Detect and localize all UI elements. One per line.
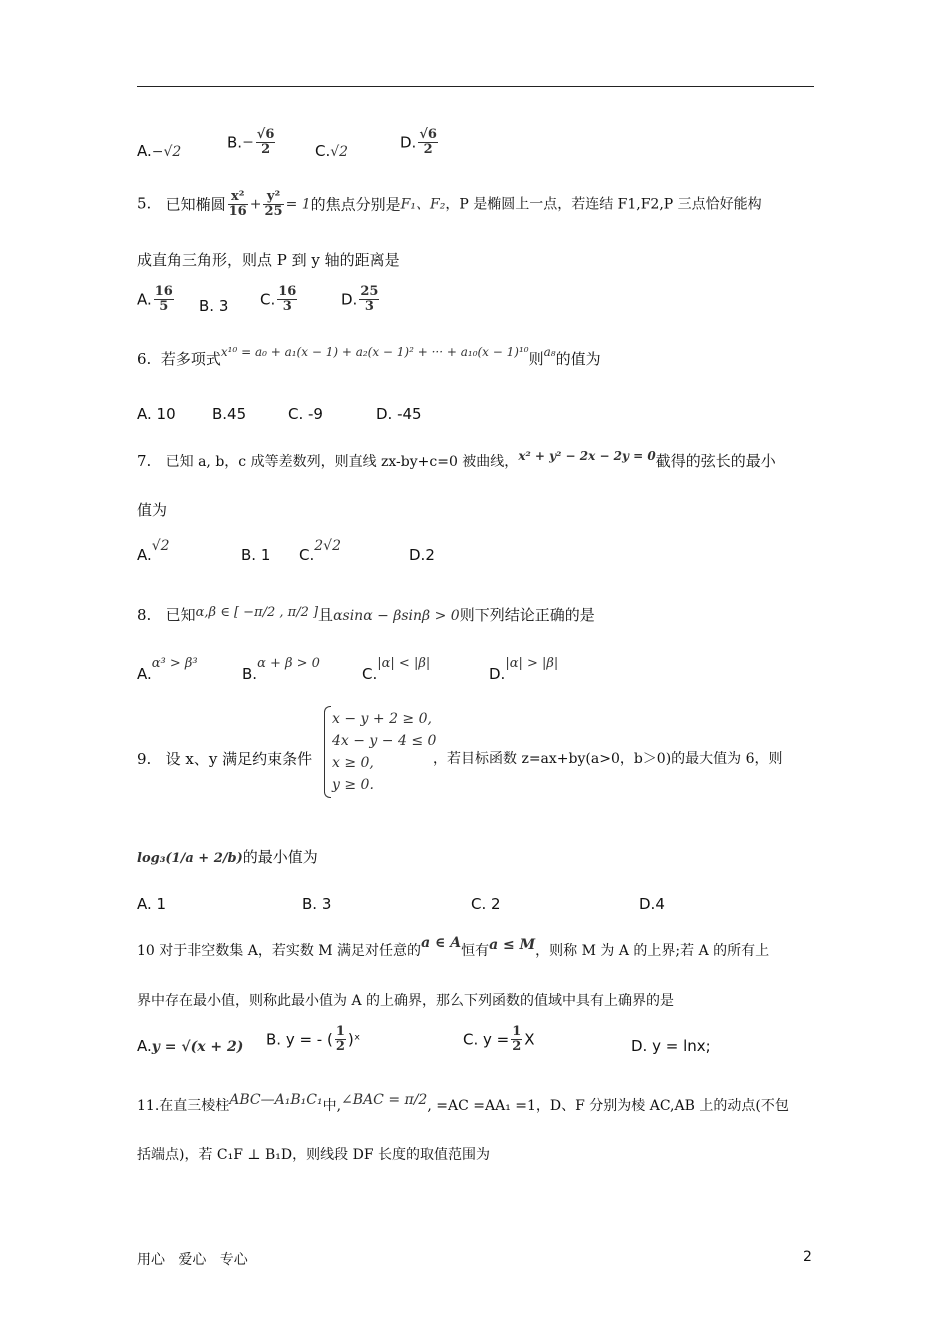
q9-option-b: B. 3 xyxy=(302,895,332,913)
q5-line2: 成直角三角形，则点 P 到 y 轴的距离是 xyxy=(137,251,400,269)
option-math: α³ > β³ xyxy=(151,656,198,671)
q10-option-c xyxy=(463,1025,535,1054)
option-math: −√2 xyxy=(151,144,182,160)
q6-line1 xyxy=(137,345,601,369)
q8-option-a xyxy=(137,656,198,685)
numerator: y² xyxy=(263,190,283,205)
q8-option-b xyxy=(242,656,320,685)
q9-option-d: D.4 xyxy=(639,895,665,913)
q6-option-c: C. -9 xyxy=(288,405,323,423)
q7-option-b: B. 1 xyxy=(241,546,271,564)
option-label: C. xyxy=(362,665,378,683)
option-label: A. xyxy=(137,142,152,160)
math-operator: + xyxy=(249,196,262,213)
q10-line2: 界中存在最小值，则称此最小值为 A 的上确界，那么下列函数的值域中具有上确界的是 xyxy=(137,993,675,1009)
option-math: y = √(x + 2) xyxy=(151,1039,244,1055)
option-math: √2 xyxy=(151,538,170,554)
q4-option-c xyxy=(315,142,348,161)
option-label: D. xyxy=(341,290,358,309)
question-text: 已知 xyxy=(165,606,196,624)
question-number: 6. xyxy=(137,350,152,368)
q7-option-a xyxy=(137,538,170,565)
header-rule xyxy=(137,86,814,87)
q10-option-d: D. y = lnx; xyxy=(631,1037,711,1055)
option-label: B. xyxy=(242,665,258,683)
q8-option-d xyxy=(489,656,559,685)
option-label: A. xyxy=(137,546,152,564)
denominator: 3 xyxy=(364,299,374,314)
question-text: 10 对于非空数集 A，若实数 M 满足对任意的 xyxy=(137,943,422,959)
option-label: D. xyxy=(400,133,417,152)
denominator: 2 xyxy=(423,142,433,157)
option-suffix: X xyxy=(524,1030,535,1049)
numerator: 1 xyxy=(335,1024,345,1039)
q11-line1 xyxy=(137,1092,789,1115)
page-number: 2 xyxy=(803,1249,812,1265)
polynomial-formula: x¹⁰ = a₀ + a₁(x − 1) + a₂(x − 1)² + ··· + a₁₀(x − 1)¹⁰ xyxy=(220,345,529,359)
math-a-le-M: a ≤ M xyxy=(489,937,536,953)
option-label: C. xyxy=(299,546,315,564)
question-text: , =AC =AA₁ =1，D、F 分别为棱 AC,AB 上的动点(不包 xyxy=(427,1098,789,1114)
q10-option-b xyxy=(266,1025,360,1054)
q10-option-a xyxy=(137,1037,243,1056)
q4-option-d xyxy=(400,128,440,157)
option-label: D. xyxy=(489,665,506,683)
a8-math: a₈ xyxy=(543,345,556,359)
question-number: 8. xyxy=(137,606,152,624)
denominator: 25 xyxy=(264,204,283,219)
question-text: 恒有 xyxy=(461,943,490,959)
option-math: α + β > 0 xyxy=(257,656,320,671)
q5-option-a xyxy=(137,285,176,314)
q6-option-a: A. 10 xyxy=(137,405,176,423)
denominator: 2 xyxy=(335,1039,345,1054)
option-math: 2√2 xyxy=(314,538,341,554)
option-label: B. y = - ( xyxy=(266,1030,333,1049)
option-fraction xyxy=(277,285,297,314)
q5-option-c xyxy=(260,285,299,314)
question-text: 中, xyxy=(322,1098,342,1114)
q5-option-d xyxy=(341,285,381,314)
denominator: 2 xyxy=(512,1039,522,1054)
question-text: 截得的弦长的最小 xyxy=(655,452,776,470)
q9-option-a: A. 1 xyxy=(137,895,167,913)
denominator: 2 xyxy=(261,142,271,157)
q7-option-d: D.2 xyxy=(409,546,435,564)
q4-option-b xyxy=(227,128,277,157)
option-fraction xyxy=(154,285,174,314)
foci-math: F₁、F₂ xyxy=(400,196,446,213)
q9-line1-left xyxy=(137,750,312,768)
option-label: A. xyxy=(137,665,152,683)
question-text: 已知 a, b，c 成等差数列，则直线 zx-by+c=0 被曲线， xyxy=(165,454,519,470)
numerator: 16 xyxy=(154,284,173,299)
interval-math: α,β ∈ [ −π/2 , π/2 ] xyxy=(195,605,319,620)
q7-option-c xyxy=(299,538,341,565)
angle-math: ∠BAC = π/2 xyxy=(341,1092,428,1108)
ellipse-fraction-y xyxy=(263,190,283,219)
constraint-system xyxy=(332,708,436,796)
question-text: 11.在直三棱柱 xyxy=(137,1098,230,1114)
q8-option-c xyxy=(362,656,431,685)
option-suffix: )ˣ xyxy=(347,1030,361,1049)
question-text: 的最小值为 xyxy=(242,848,318,866)
q6-option-d: D. -45 xyxy=(376,405,422,423)
ellipse-fraction-x xyxy=(228,190,248,219)
question-text: 的值为 xyxy=(555,350,601,368)
option-fraction xyxy=(256,128,276,157)
q7-line2: 值为 xyxy=(137,501,168,519)
q8-line1 xyxy=(137,606,595,626)
option-label: C. y = xyxy=(463,1030,510,1049)
option-math: |α| < |β| xyxy=(377,656,431,671)
constraint-4: y ≥ 0. xyxy=(332,777,374,793)
numerator: 1 xyxy=(512,1024,522,1039)
question-text: 若多项式 xyxy=(160,350,221,368)
option-sign: − xyxy=(242,134,254,151)
question-text: 设 x、y 满足约束条件 xyxy=(165,750,313,768)
footer-motto: 用心 爱心 专心 xyxy=(137,1252,248,1268)
q5-option-b: B. 3 xyxy=(199,297,229,315)
denominator: 5 xyxy=(159,299,169,314)
q9-option-c: C. 2 xyxy=(471,895,501,913)
question-text: ，则称 M 为 A 的上界;若 A 的所有上 xyxy=(535,943,770,959)
question-text: 且 xyxy=(318,606,334,624)
numerator: 25 xyxy=(360,284,379,299)
option-fraction xyxy=(335,1025,346,1054)
constraint-3: x ≥ 0, xyxy=(332,755,374,771)
numerator: x² xyxy=(228,190,248,205)
question-number: 5. xyxy=(137,194,152,213)
log-expression: log₃(1/a + 2/b) xyxy=(137,851,243,866)
curve-equation: x² + y² − 2x − 2y = 0 xyxy=(518,449,656,463)
constraint-1: x − y + 2 ≥ 0, xyxy=(332,711,432,727)
option-label: C. xyxy=(315,142,331,160)
math-a-in-A: a ∈ A xyxy=(421,935,462,951)
denominator: 16 xyxy=(228,204,247,219)
question-number: 7. xyxy=(137,452,152,470)
question-text: 的焦点分别是 xyxy=(310,195,401,214)
q9-line2 xyxy=(137,848,318,868)
denominator: 3 xyxy=(282,299,292,314)
option-fraction xyxy=(418,128,438,157)
q4-option-a xyxy=(137,142,181,161)
question-text: 则 xyxy=(528,350,544,368)
question-text: 已知椭圆 xyxy=(165,195,226,214)
option-label: C. xyxy=(260,290,276,309)
option-math: |α| > |β| xyxy=(505,656,559,671)
option-fraction xyxy=(359,285,379,314)
constraint-brace xyxy=(324,706,331,798)
option-fraction xyxy=(511,1025,522,1054)
question-text: 则下列结论正确的是 xyxy=(459,606,595,624)
q11-line2: 括端点)，若 C₁F ⊥ B₁D，则线段 DF 长度的取值范围为 xyxy=(137,1147,490,1163)
question-number: 9. xyxy=(137,750,152,768)
math-equals: = 1 xyxy=(285,196,311,213)
constraint-2: 4x − y − 4 ≤ 0 xyxy=(332,733,437,749)
option-label: A. xyxy=(137,1037,152,1055)
q10-line1 xyxy=(137,935,770,960)
prism-math: ABC—A₁B₁C₁ xyxy=(229,1092,323,1108)
numerator: √6 xyxy=(419,127,437,142)
q5-line1 xyxy=(137,190,762,219)
q9-line1-right: ，若目标函数 z=ax+by(a>0，b＞0)的最大值为 6，则 xyxy=(433,751,783,767)
numerator: √6 xyxy=(256,127,275,142)
option-label: A. xyxy=(137,290,152,309)
q7-line1 xyxy=(137,449,776,471)
inequality-math: αsinα − βsinβ > 0 xyxy=(333,608,460,624)
option-label: B. xyxy=(227,133,243,152)
question-text: ，P 是椭圆上一点，若连结 F1,F2,P 三点恰好能构 xyxy=(445,196,762,213)
q6-option-b: B.45 xyxy=(212,405,247,423)
numerator: 16 xyxy=(278,284,297,299)
option-math: √2 xyxy=(330,144,349,160)
